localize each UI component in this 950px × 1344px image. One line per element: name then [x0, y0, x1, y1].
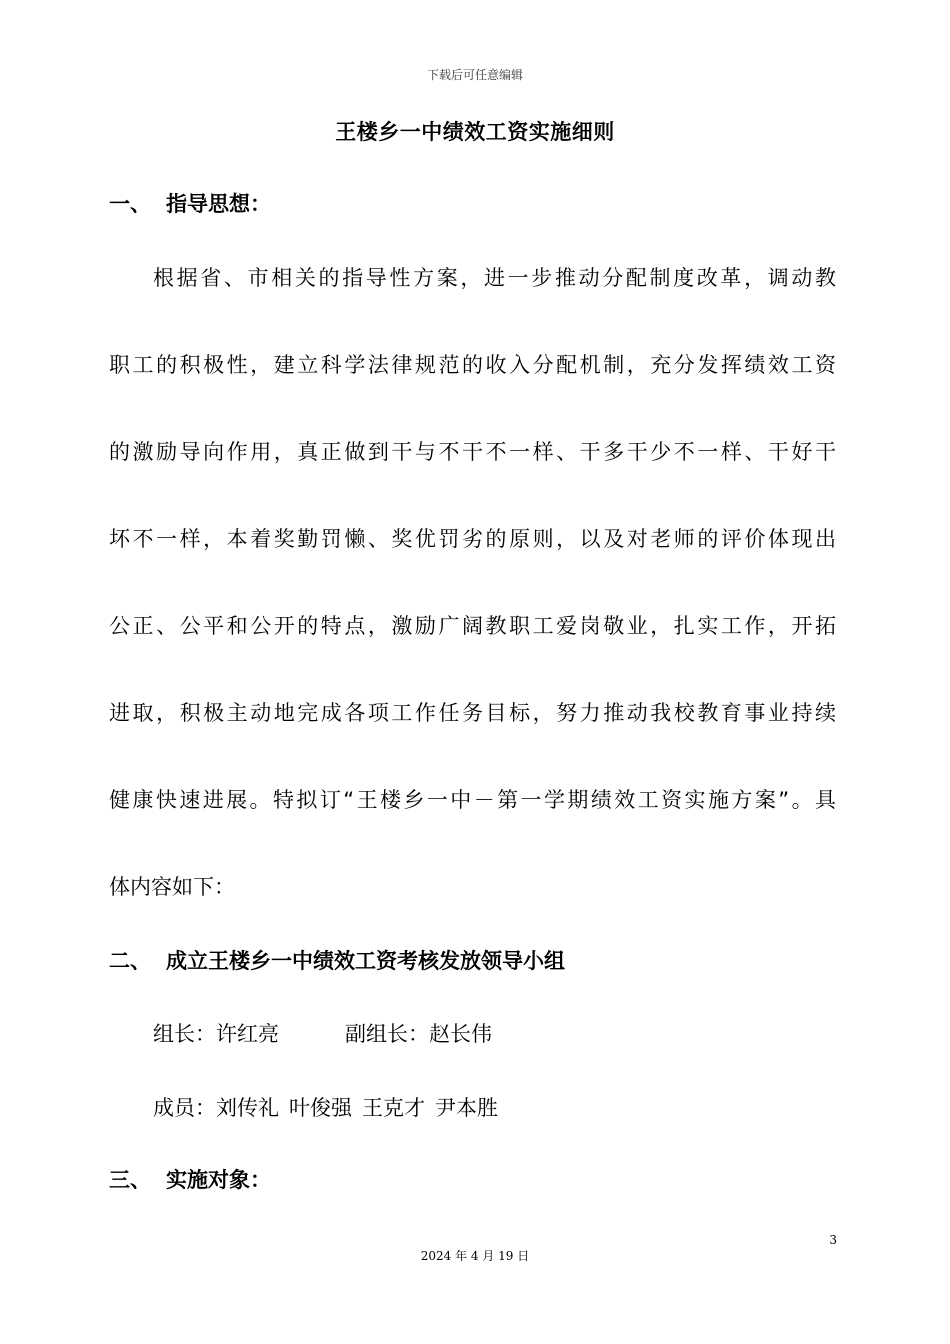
paragraph-line: 体内容如下：	[109, 875, 235, 899]
leader: 组长：许红亮	[153, 1022, 279, 1046]
header-note: 下载后可任意编辑	[426, 68, 523, 82]
leaders-line	[153, 1018, 492, 1048]
section-title: 成立王楼乡一中绩效工资考核发放领导小组	[166, 949, 565, 973]
members-line	[153, 1092, 498, 1122]
section-title: 指导思想：	[166, 192, 271, 216]
deputy-leader: 副组长：赵长伟	[345, 1022, 492, 1046]
paragraph-line: 的激励导向作用，真正做到干与不干不一样、干多干少不一样、干好干	[109, 440, 836, 464]
paragraph-line: 健康快速进展。特拟订“王楼乡一中－第一学期绩效工资实施方案”。具	[109, 788, 836, 812]
members-label: 成员：	[153, 1096, 216, 1120]
member-name: 王克才	[362, 1096, 425, 1120]
member-name: 叶俊强	[289, 1096, 352, 1120]
document-title: 王楼乡一中绩效工资实施细则	[335, 120, 615, 144]
paragraph-line: 公正、公平和公开的特点，激励广阔教职工爱岗敬业，扎实工作，开拓	[109, 614, 836, 638]
section-number: 二、	[109, 949, 151, 973]
section-number: 一、	[109, 192, 151, 216]
footer-date: 2024 年 4 月 19 日	[420, 1249, 530, 1263]
section-title: 实施对象：	[166, 1168, 271, 1192]
section-heading-3	[109, 1164, 271, 1194]
section-heading-2	[109, 945, 565, 975]
paragraph-line: 根据省、市相关的指导性方案，进一步推动分配制度改革，调动教	[153, 266, 836, 290]
paragraph-line: 进取，积极主动地完成各项工作任务目标，努力推动我校教育事业持续	[109, 701, 836, 725]
member-name: 尹本胜	[435, 1096, 498, 1120]
paragraph-line: 坏不一样，本着奖勤罚懒、奖优罚劣的原则，以及对老师的评价体现出	[109, 527, 836, 551]
member-name: 刘传礼	[216, 1096, 279, 1120]
page-number: 3	[829, 1233, 837, 1247]
paragraph-line: 职工的积极性，建立科学法律规范的收入分配机制，充分发挥绩效工资	[109, 353, 836, 377]
section-number: 三、	[109, 1168, 151, 1192]
section-heading-1	[109, 188, 271, 218]
